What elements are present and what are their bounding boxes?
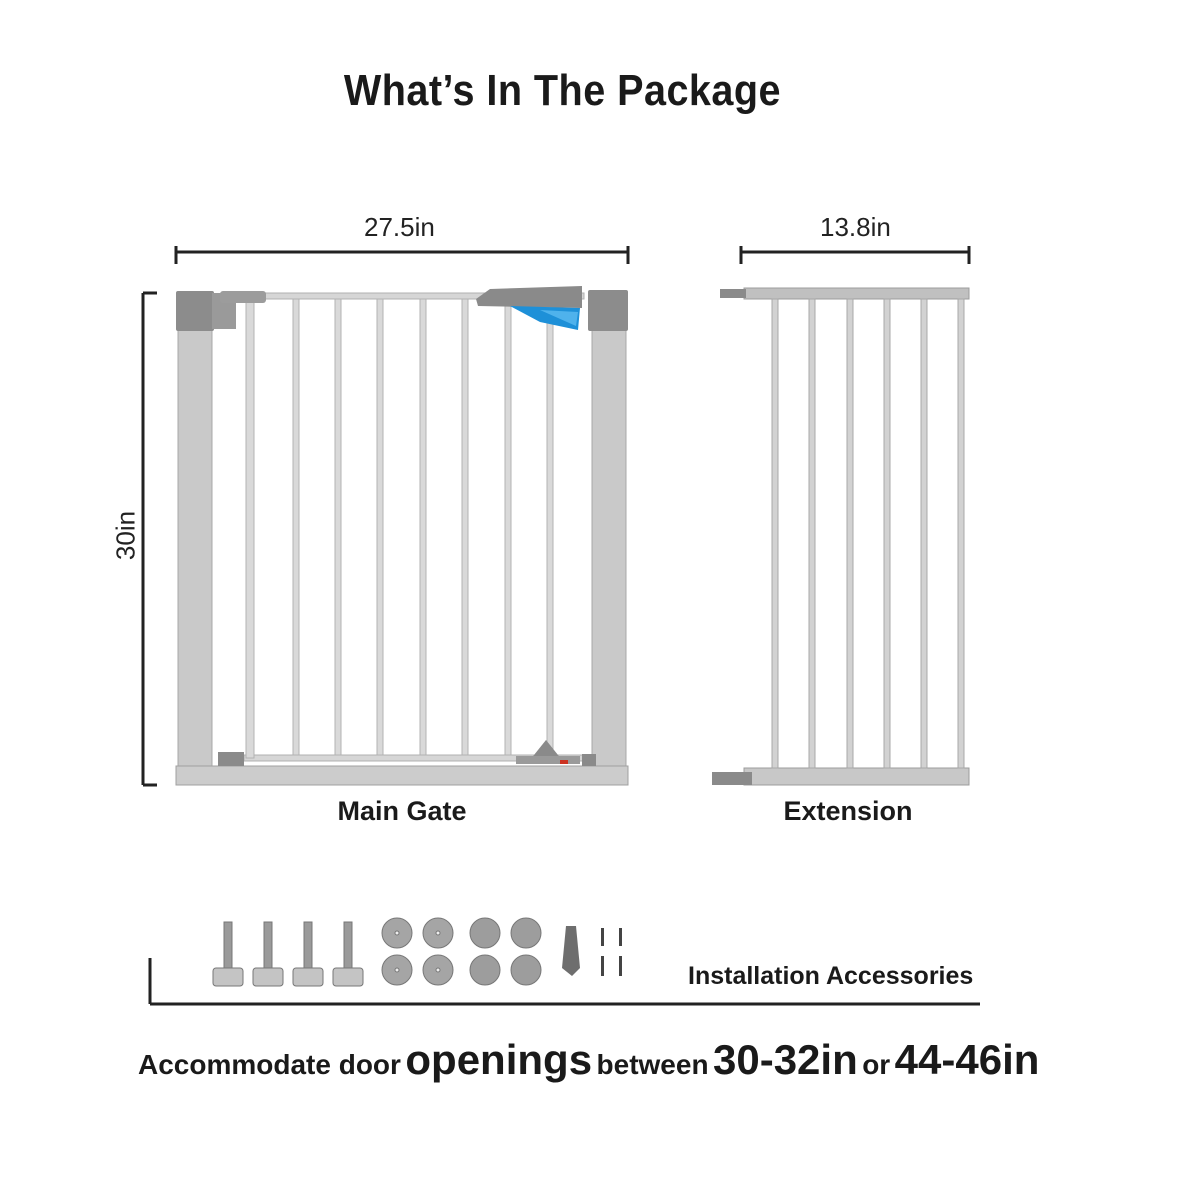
- footer-part-3: between: [596, 1049, 709, 1080]
- main-gate-height-label: 30in: [110, 510, 141, 561]
- wall-cups: [382, 918, 541, 985]
- accessories-illustration: [150, 918, 980, 1004]
- door-opening-note: [138, 1036, 1039, 1084]
- footer-part-1: Accommodate door: [138, 1049, 401, 1080]
- extension-illustration: [712, 288, 969, 785]
- main-gate-height-bracket: [143, 293, 157, 785]
- gate-bars: [293, 299, 553, 755]
- footer-part-2: openings: [405, 1036, 593, 1083]
- main-gate-width-bracket: [176, 246, 628, 264]
- page-title: What’s In The Package: [343, 66, 781, 115]
- extension-label: Extension: [783, 796, 913, 826]
- extension-width-label: 13.8in: [820, 212, 891, 242]
- footer-part-5: or: [862, 1049, 891, 1080]
- footer-part-6: 44-46in: [894, 1036, 1040, 1083]
- accessories-label: Installation Accessories: [688, 962, 974, 990]
- extension-width-bracket: [741, 246, 969, 264]
- footer-part-4: 30-32in: [713, 1036, 858, 1083]
- screws: [601, 928, 622, 976]
- wrench-tool: [562, 926, 580, 976]
- main-gate-label: Main Gate: [337, 796, 467, 826]
- main-gate-illustration: [176, 286, 628, 785]
- threaded-spindles: [213, 922, 363, 986]
- main-gate-width-label: 27.5in: [364, 212, 435, 242]
